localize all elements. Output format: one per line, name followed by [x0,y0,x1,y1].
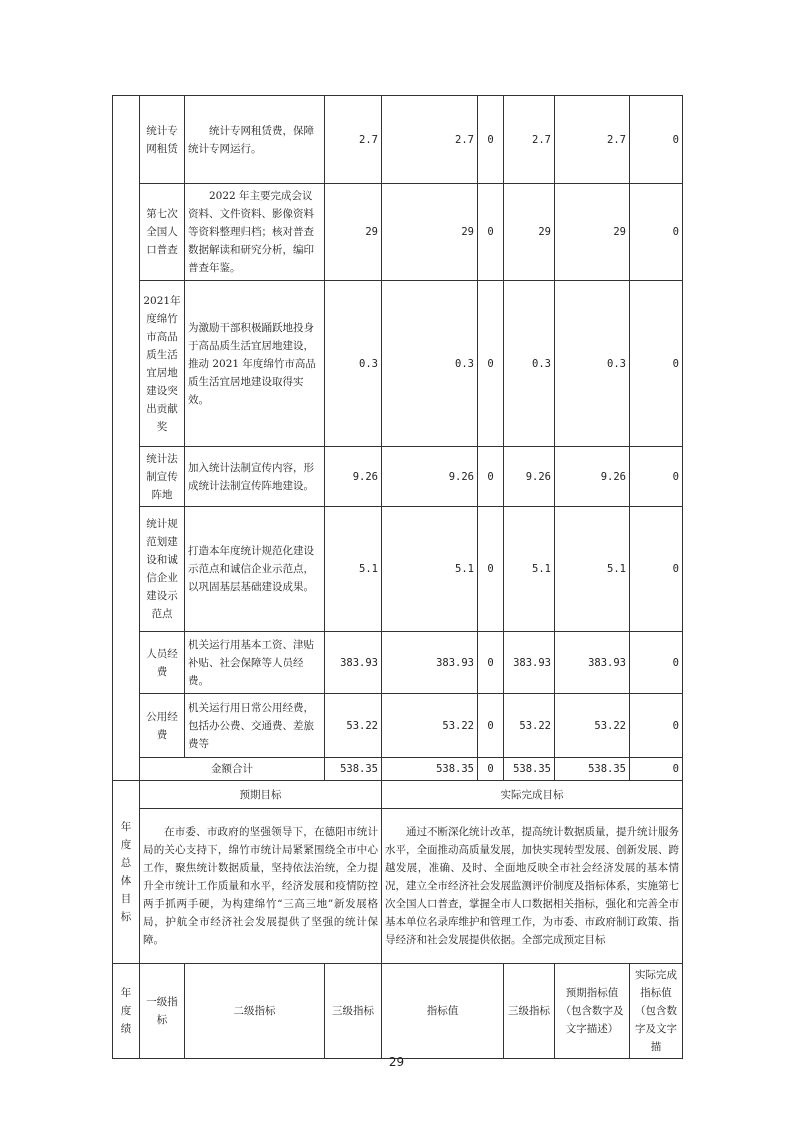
indicator-header-row [113,964,683,1059]
item-description: 统计专网租赁费，保障统计专网运行。 [185,96,325,184]
value-cell: 2.7 [504,96,555,184]
value-cell: 0.3 [382,281,478,447]
value-cell: 9.26 [325,447,382,507]
total-value: 0 [630,758,683,781]
value-cell: 0.3 [555,281,630,447]
item-description: 机关运行用基本工资、津贴补贴、社会保障等人员经费。 [185,632,325,694]
second-level-indicator-header: 二级指标 [185,964,325,1059]
expected-indicator-value-header: 预期指标值（包含数字及文字描述） [555,964,630,1059]
value-cell: 0 [630,96,683,184]
actual-goal-header: 实际完成目标 [382,781,683,809]
value-cell: 5.1 [325,507,382,632]
item-name: 统计规范划建设和诚信企业建设示范点 [140,507,185,632]
item-description: 加入统计法制宣传内容，形成统计法制宣传阵地建设。 [185,447,325,507]
value-cell: 53.22 [325,694,382,758]
value-cell: 29 [382,184,478,281]
expected-goal-header: 预期目标 [140,781,382,809]
value-cell: 0.3 [504,281,555,447]
value-cell: 383.93 [382,632,478,694]
item-name: 统计法制宣传阵地 [140,447,185,507]
value-cell: 2.7 [555,96,630,184]
indicator-value-header: 指标值 [382,964,504,1059]
value-cell: 0 [478,507,504,632]
third-level-indicator-header-a: 三级指标 [325,964,382,1059]
annual-goal-label [113,781,140,964]
value-cell: 0 [630,184,683,281]
value-cell: 29 [504,184,555,281]
value-cell: 0 [630,694,683,758]
value-cell: 53.22 [555,694,630,758]
table-row [113,632,683,694]
value-cell: 53.22 [382,694,478,758]
item-description: 打造本年度统计规范化建设示范点和诚信企业示范点，以巩固基层基础建设成果。 [185,507,325,632]
value-cell: 0 [630,447,683,507]
value-cell: 0 [478,184,504,281]
item-name: 2021年度绵竹市高品质生活宜居地建设突出贡献奖 [140,281,185,447]
actual-goal-text: 通过不断深化统计改革，提高统计数据质量，提升统计服务水平，全面推动高质量发展，加快实现转型发展、创新发展、跨越发展，准确、及时、全面地反映全市社会经济发展的基本情况，建立全市经济社会发展监测评价制度及指标体系，实施第七次全国人口普查，掌握全市人口数据相关指标，强化和完善全市基本单位名录库维护和管理工作，为市委、市政府制订政策、指导经济和社会发展提供依据。全部完成预定目标 [382,809,683,964]
table-row [113,184,683,281]
goals-text-row [113,809,683,964]
left-spacer-cell [113,96,140,781]
annual-goal-label-text: 年度总体目标 [120,821,132,923]
value-cell: 2.7 [382,96,478,184]
value-cell: 0 [478,447,504,507]
value-cell: 0 [478,632,504,694]
goals-header-row [113,781,683,809]
value-cell: 29 [555,184,630,281]
expected-goal-text: 在市委、市政府的坚强领导下，在德阳市统计局的关心支持下，绵竹市统计局紧紧围绕全市中心工作，聚焦统计数据质量，坚持依法治统，全力提升全市统计工作质量和水平，经济发展和疫情防控两手抓两手硬，为构建绵竹“三高三地”新发展格局，护航全市经济社会发展提供了坚强的统计保障。 [140,809,382,964]
budget-table [112,95,683,1059]
item-name: 公用经费 [140,694,185,758]
value-cell: 0 [478,694,504,758]
value-cell: 5.1 [504,507,555,632]
value-cell: 9.26 [504,447,555,507]
value-cell: 383.93 [325,632,382,694]
table-row [113,447,683,507]
value-cell: 29 [325,184,382,281]
value-cell: 0 [478,96,504,184]
value-cell: 9.26 [555,447,630,507]
item-description: 机关运行用日常公用经费，包括办公费、交通费、差旅费等 [185,694,325,758]
item-description: 为激励干部积极踊跃地投身于高品质生活宜居地建设，推动 2021 年度绵竹市高品质生活宜居地建设取得实效。 [185,281,325,447]
performance-label-text: 年度绩 [120,987,132,1035]
total-value: 538.35 [555,758,630,781]
total-value: 538.35 [325,758,382,781]
table-row [113,507,683,632]
total-value: 538.35 [382,758,478,781]
item-name: 统计专网租赁 [140,96,185,184]
value-cell: 0 [630,507,683,632]
page-number: 29 [388,1055,405,1069]
performance-label [113,964,140,1059]
value-cell: 9.26 [382,447,478,507]
value-cell: 0.3 [325,281,382,447]
value-cell: 0 [630,281,683,447]
value-cell: 53.22 [504,694,555,758]
value-cell: 2.7 [325,96,382,184]
value-cell: 383.93 [555,632,630,694]
item-name: 人员经费 [140,632,185,694]
table-row [113,694,683,758]
value-cell: 5.1 [382,507,478,632]
total-value: 0 [478,758,504,781]
value-cell: 383.93 [504,632,555,694]
actual-indicator-value-header: 实际完成指标值（包含数字及文字描 [630,964,683,1059]
value-cell: 0 [630,632,683,694]
table-row [113,96,683,184]
item-description: 2022 年主要完成会议资料、文件资料、影像资料等资料整理归档；核对普查数据解读和研究分析，编印普查年鉴。 [185,184,325,281]
first-level-indicator-header: 一级指标 [140,964,185,1059]
third-level-indicator-header-b: 三级指标 [504,964,555,1059]
total-row [113,758,683,781]
table-row [113,281,683,447]
value-cell: 5.1 [555,507,630,632]
total-value: 538.35 [504,758,555,781]
value-cell: 0 [478,281,504,447]
total-label: 金额合计 [140,758,325,781]
item-name: 第七次全国人口普查 [140,184,185,281]
